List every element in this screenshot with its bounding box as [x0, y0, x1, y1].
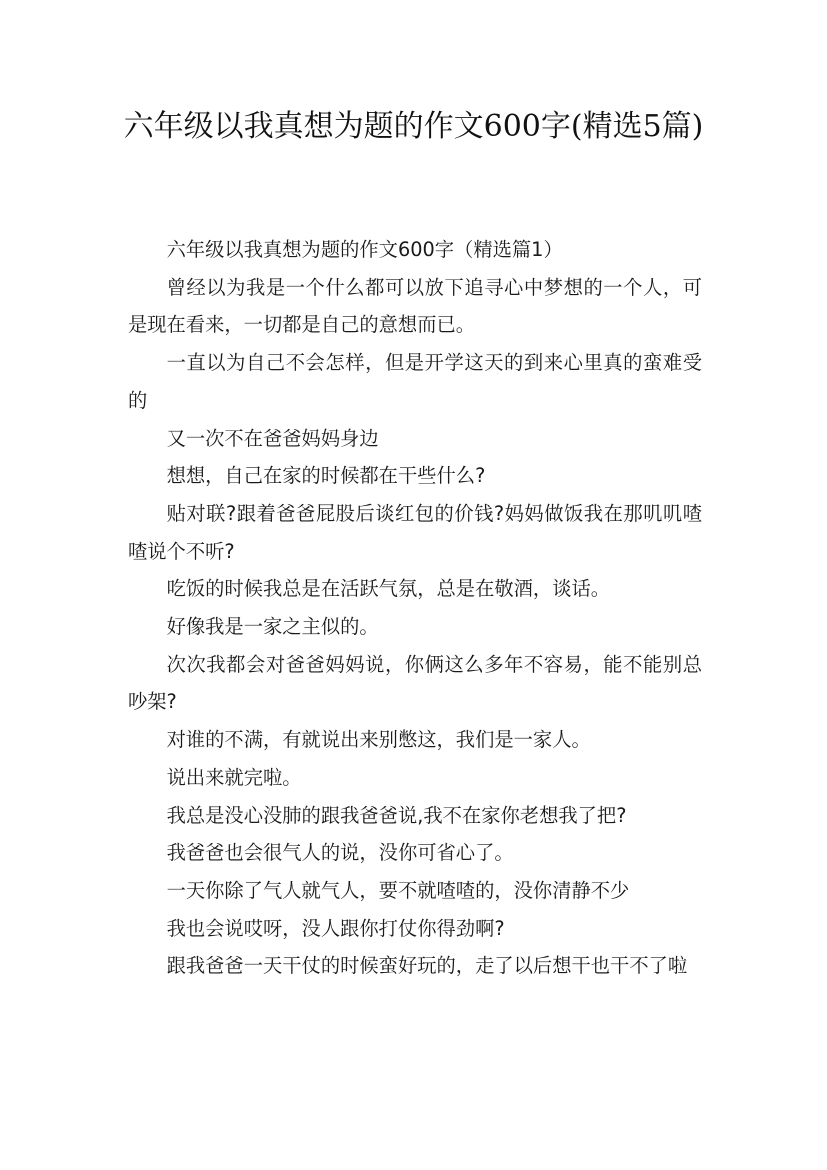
document-title: 六年级以我真想为题的作文600字(精选5篇) — [123, 109, 704, 144]
paragraph: 吃饭的时候我总是在活跃气氛，总是在敬酒，谈话。 — [166, 577, 611, 601]
paragraph: 一天你除了气人就气人，要不就喳喳的，没你清静不少 — [166, 878, 630, 902]
paragraph-heading: 六年级以我真想为题的作文600字（精选篇1） — [166, 238, 563, 261]
paragraph: 一直以为自己不会怎样，但是开学这天的到来心里真的蛮难受的 — [128, 351, 702, 412]
paragraph: 贴对联?跟着爸爸屁股后谈红包的价钱?妈妈做饭我在那叽叽喳喳说个不听? — [128, 501, 702, 563]
paragraph: 想想，自己在家的时候都在干些什么? — [166, 464, 486, 488]
paragraph: 我也会说哎呀，没人跟你打仗你得劲啊? — [166, 916, 505, 940]
paragraph: 好像我是一家之主似的。 — [166, 615, 379, 639]
paragraph: 说出来就完啦。 — [166, 765, 302, 789]
paragraph: 我总是没心没肺的跟我爸爸说,我不在家你老想我了把? — [166, 803, 627, 827]
paragraph: 对谁的不满，有就说出来别憋这，我们是一家人。 — [166, 728, 591, 752]
paragraph: 我爸爸也会很气人的说，没你可省心了。 — [166, 841, 514, 865]
paragraph: 跟我爸爸一天干仗的时候蛮好玩的，走了以后想干也干不了啦 — [166, 954, 688, 978]
paragraph: 曾经以为我是一个什么都可以放下追寻心中梦想的一个人，可是现在看来，一切都是自己的意想而已。 — [128, 275, 702, 337]
paragraph: 又一次不在爸爸妈妈身边 — [166, 426, 379, 450]
paragraph: 次次我都会对爸爸妈妈说，你俩这么多年不容易，能不能别总吵架? — [128, 652, 702, 714]
document-body — [128, 231, 702, 985]
